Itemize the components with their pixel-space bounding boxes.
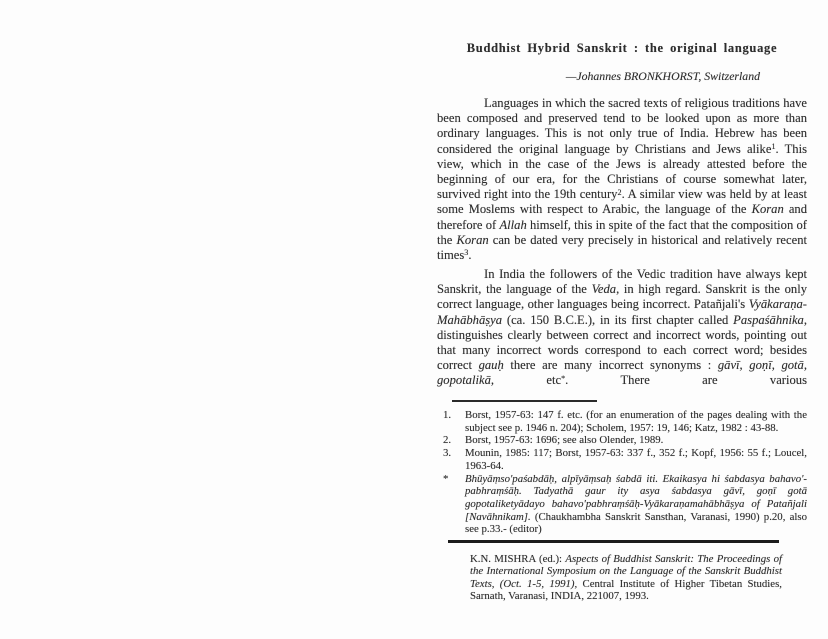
footnote-marker: 3. — [443, 447, 452, 460]
editor-note-rule — [448, 540, 779, 543]
footnote-item-star — [443, 473, 807, 537]
footnote-marker: 1. — [443, 409, 452, 421]
body-paragraph-1: Languages in which the sacred texts of religious traditions have been composed and preserved tend to be looked upon as more than ordinary languages. This is not only true of India. Hebrew has been considered the original language by Christians and Jews alike$^1$. This view, which in the case of the Jews is already attested before the beginning of our era, for the Christians of course somewhat later, survived right into the 19th century$^2$. A similar view was held by at least some Moslems with respect to Arabic, the language of the Koran and therefore of Allah himself, this in spite of the fact that the composition of the Koran can be dated very precisely in historical and relatively recent times$^3$. — [437, 96, 807, 263]
footnote-item-1 — [443, 409, 807, 434]
editor-citation: K.N. MISHRA (ed.): Aspects of Buddhist Sanskrit: The Proceedings of the International Symposium on the Language of the Sanskrit Buddhist Texts, (Oct. 1-5, 1991), Central Institute of Higher Tibetan Studies, Sarnath, Varanasi, INDIA, 221007, 1993. — [470, 553, 782, 603]
page-title: Buddhist Hybrid Sanskrit : the original language — [466, 41, 778, 55]
footnote-text: Mounin, 1985: 117; Borst, 1957-63: 337 f., 352 f.; Kopf, 1956: 55 f.; Loucel, 1963-64. — [465, 447, 807, 472]
body-paragraph-2: In India the followers of the Vedic tradition have always kept Sanskrit, the language of the Veda, in high regard. Sanskrit is the only correct language, other languages being incorrect. Patañjali's Vyākaraṇa-Mahābhāṣya (ca. 150 B.C.E.), in its first chapter called Paspaśāhnika, distinguishes clearly between correct and incorrect words, pointing out that many incorrect words correspond to each correct word; besides correct gauḥ there are many incorrect synonyms : gāvī, goṇī, gotā, gopotalikā, etc*. There are various — [437, 267, 807, 388]
footnote-marker: 2. — [443, 434, 452, 447]
footnote-marker: * — [443, 472, 449, 485]
footnote-list — [443, 409, 807, 536]
footnote-text: Bhūyāṃso'paśabdāḥ, alpīyāṃsaḥ śabdā iti. Ekaikasya hi śabdasya bahavo'-pabhraṃśāḥ. Tadyathā gaur ity asya śabdasya gāvī, goṇī gotā gopotaliketyādayo bahavo'pabhraṃśāḥ-Vyākaraṇamahābhāṣya of Patañjali [Navāhnikam]. (Chaukhambha Sanskrit Sansthan, Varanasi, 1990) p.20, also see p.33.- (editor) — [465, 472, 807, 536]
footnote-item-3 — [443, 447, 807, 472]
footnote-separator-rule — [452, 400, 597, 402]
footnote-item-2 — [443, 434, 807, 447]
footnote-text: Borst, 1957-63: 1696; see also Olender, 1989. — [465, 434, 664, 447]
author-byline: —Johannes BRONKHORST, Switzerland — [565, 69, 760, 83]
footnote-text: Borst, 1957-63: 147 f. etc. (for an enumeration of the pages dealing with the subject see p. 1946 n. 204); Scholem, 1957: 19, 146; Katz, 1982 : 43-88. — [465, 409, 807, 434]
